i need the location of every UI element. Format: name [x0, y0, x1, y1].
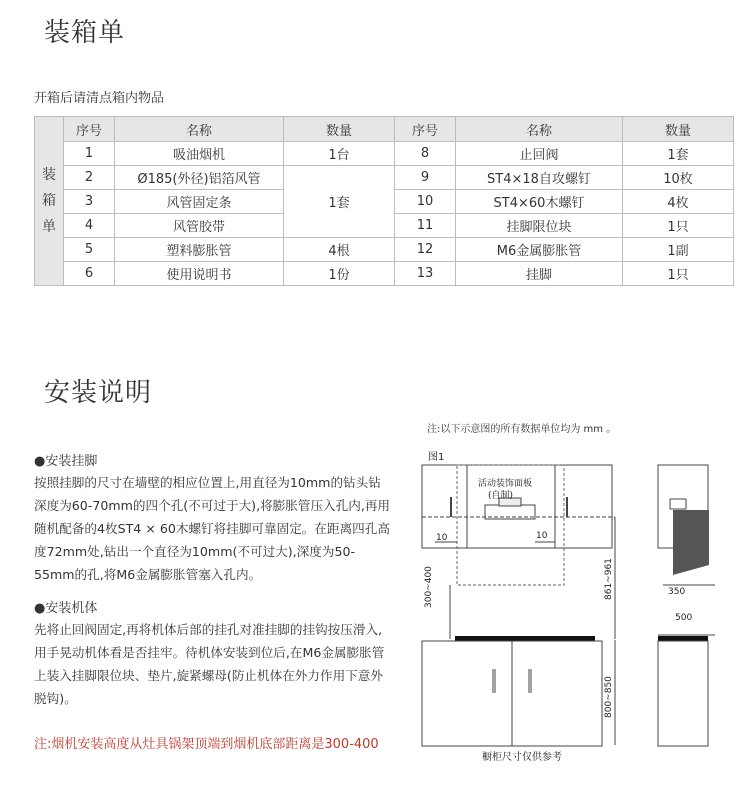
install-height-note: 注:烟机安装高度从灶具锅架顶端到烟机底部距离是300-400	[34, 737, 379, 752]
packing-title: 装箱单	[44, 18, 126, 48]
side-lower-cabinet	[658, 641, 708, 746]
table-row	[35, 166, 734, 190]
cell-no: 5	[64, 238, 115, 262]
packing-subtitle: 开箱后请清点箱内物品	[34, 91, 165, 106]
dim-300-400: 300~400	[424, 566, 434, 608]
section-mount-feet	[34, 450, 392, 586]
section1-text: 按照挂脚的尺寸在墙壁的相应位置上,用直径为10mm的钻头钻深度为60-70mm的四个孔(不可过于大),将膨胀管压入孔内,再用随机配备的4枚ST4 × 60木螺钉将挂脚可靠固定。在距离四孔高度72mm处,钻出一个直径为10mm(不可过大),深度为50-55mm的孔,将M6金属膨胀管塞入孔内。	[34, 475, 391, 582]
dim-500: 500	[675, 613, 693, 623]
cell-name: 风管胶带	[115, 214, 284, 238]
diagram-caption: 橱柜尺寸仅供参考	[482, 752, 562, 763]
dim-10-left: 10	[436, 533, 448, 543]
side-hood-body	[673, 510, 709, 575]
cell-qty: 4根	[284, 238, 395, 262]
installation-diagram	[415, 455, 745, 765]
section1-title: ●安装挂脚	[34, 454, 98, 469]
cell-name: 使用说明书	[115, 262, 284, 286]
cell-name: 止回阀	[456, 142, 623, 166]
cell-qty: 1台	[284, 142, 395, 166]
stove-top	[455, 636, 595, 641]
header-name-right: 名称	[456, 117, 623, 142]
side-label-char: 箱	[42, 193, 56, 209]
table-row	[35, 238, 734, 262]
cell-qty: 1套	[623, 142, 734, 166]
diagram-note: 注:以下示意图的所有数据单位均为 mm 。	[427, 424, 617, 435]
cell-name: ST4×18自攻螺钉	[456, 166, 623, 190]
cell-name: ST4×60木螺钉	[456, 190, 623, 214]
panel-label: 活动装饰面板	[478, 479, 533, 489]
side-label-char: 装	[42, 167, 56, 183]
section2-text: 先将止回阀固定,再将机体后部的挂孔对准挂脚的挂钩按压滑入,用手晃动机体看是否挂牢。待机体安装到位后,在M6金属膨胀管上装入挂脚限位块、垫片,旋紧螺母(防止机体在外力作用下意外脱钩)。	[34, 622, 385, 706]
section-mount-body	[34, 597, 392, 710]
side-label-char: 单	[42, 219, 56, 235]
side-stove-top	[658, 636, 708, 641]
header-name-left: 名称	[115, 117, 284, 142]
packing-table	[34, 116, 734, 286]
cell-qty-merged: 1套	[284, 166, 395, 238]
cell-name: M6金属膨胀管	[456, 238, 623, 262]
header-qty-left: 数量	[284, 117, 395, 142]
cell-no: 12	[395, 238, 456, 262]
cell-name: Ø185(外径)铝箔风管	[115, 166, 284, 190]
table-header-row	[35, 117, 734, 142]
figure-label: 图1	[428, 452, 445, 463]
cell-qty: 4枚	[623, 190, 734, 214]
cell-no: 3	[64, 190, 115, 214]
header-no-right: 序号	[395, 117, 456, 142]
side-duct	[670, 499, 686, 509]
cell-no: 6	[64, 262, 115, 286]
table-row	[35, 142, 734, 166]
cell-qty: 1只	[623, 262, 734, 286]
cell-name: 塑料膨胀管	[115, 238, 284, 262]
cell-qty: 1副	[623, 238, 734, 262]
dim-861-961: 861~961	[604, 558, 614, 600]
cell-no: 13	[395, 262, 456, 286]
cell-no: 1	[64, 142, 115, 166]
cell-name: 风管固定条	[115, 190, 284, 214]
side-label-cell	[35, 117, 64, 286]
header-no-left: 序号	[64, 117, 115, 142]
cell-no: 8	[395, 142, 456, 166]
table-row	[35, 262, 734, 286]
section2-title: ●安装机体	[34, 601, 98, 616]
dim-350: 350	[668, 587, 686, 597]
cell-qty: 1只	[623, 214, 734, 238]
cell-qty: 10枚	[623, 166, 734, 190]
cell-name: 挂脚限位块	[456, 214, 623, 238]
header-qty-right: 数量	[623, 117, 734, 142]
cell-no: 4	[64, 214, 115, 238]
cell-no: 2	[64, 166, 115, 190]
cell-name: 吸油烟机	[115, 142, 284, 166]
cell-name: 挂脚	[456, 262, 623, 286]
cell-qty: 1份	[284, 262, 395, 286]
install-title: 安装说明	[44, 378, 153, 408]
cell-no: 10	[395, 190, 456, 214]
cell-no: 9	[395, 166, 456, 190]
panel-label-2: (自制)	[488, 491, 514, 501]
dim-10-right: 10	[536, 531, 548, 541]
dim-800-850: 800~850	[604, 676, 614, 718]
cell-no: 11	[395, 214, 456, 238]
